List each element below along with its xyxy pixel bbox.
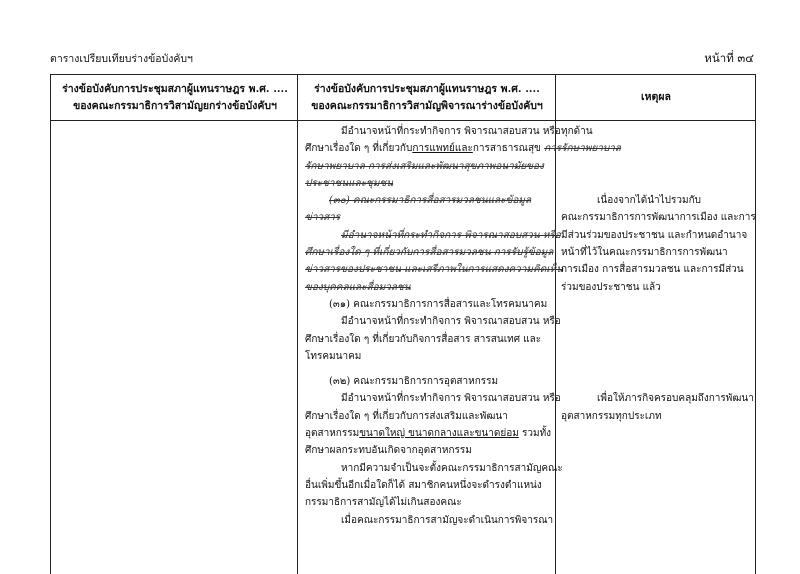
text-span: ศึกษาเรื่องใด ๆ ที่เกี่ยวกับ	[305, 143, 413, 155]
text-line: ทุกด้าน	[561, 126, 593, 137]
header-divider	[51, 120, 755, 121]
struck-text: การรักษาพยาบาล	[544, 143, 621, 155]
struck-text: ข่าวสารของประชาชน และเสรีภาพในการแสดงความคิดเห็น	[305, 264, 564, 276]
struck-text: ของบุคคลและสื่อมวลชน	[305, 281, 411, 293]
text-line	[305, 425, 551, 442]
column-header-line: ของคณะกรรมาธิการวิสามัญยกร่างข้อบังคับฯ	[73, 100, 277, 112]
text-line: โทรคมนาคม	[305, 350, 362, 362]
column-header-reason: เหตุผล	[641, 91, 671, 103]
text-line: หน้าที่ไว้ในคณะกรรมาธิการการพัฒนา	[561, 247, 728, 259]
text-span: อุตสาหกรรม	[305, 428, 360, 440]
text-line: อื่นเพิ่มขึ้นอีกเมื่อใดก็ได้ สมาชิกคนหนึ่งจะดำรงตำแหน่ง	[305, 479, 542, 491]
struck-text: ข่าวสาร	[305, 212, 341, 224]
text-line: ศึกษาเรื่องใด ๆ ที่เกี่ยวกับกิจการสื่อสาร สารสนเทศ และ	[305, 333, 542, 345]
text-line: การเมือง การสื่อสารมวลชน และการมีส่วน	[561, 264, 744, 276]
document-title: ตารางเปรียบเทียบร่างข้อบังคับฯ	[50, 53, 193, 65]
struck-text: รักษาพยาบาล การส่งเสริมและพัฒนาสุขภาพอนามัยของ	[305, 160, 544, 172]
underlined-text: ขนาดใหญ่ ขนาดกลางและขนาดย่อม	[359, 428, 519, 440]
text-line: หากมีความจำเป็นจะตั้งคณะกรรมาธิการสามัญคณะ	[341, 462, 563, 474]
text-line: (๓๒) คณะกรรมาธิการการอุตสาหกรรม	[329, 376, 499, 388]
text-line: เนื่องจากได้นำไปรวมกับ	[597, 195, 702, 207]
text-span: การสาธารณสุข	[472, 143, 545, 155]
text-line: ร่วมของประชาชน แล้ว	[561, 281, 661, 293]
column-divider	[297, 75, 298, 574]
struck-text: ศึกษาเรื่องใด ๆ ที่เกี่ยวกับการสื่อสารมวลชน การรับรู้ข้อมูล	[305, 247, 554, 259]
column-header-line: ร่างข้อบังคับการประชุมสภาผู้แทนราษฎร พ.ศ. ....	[62, 83, 288, 95]
text-line: อุตสาหกรรมทุกประเภท	[561, 410, 662, 422]
column-header-draft-committee	[55, 81, 295, 115]
text-line: มีส่วนร่วมของประชาชน และกำหนดอำนาจ	[561, 229, 748, 241]
text-line	[305, 140, 621, 157]
text-line: (๓๑) คณะกรรมาธิการการสื่อสารและโทรคมนาคม	[329, 298, 548, 310]
text-line: กรรมาธิการสามัญได้ไม่เกินสองคณะ	[305, 497, 462, 509]
underlined-text: การแพทย์และ	[412, 143, 473, 155]
text-line: มีอำนาจหน้าที่กระทำกิจการ พิจารณาสอบสวน หรือ	[341, 126, 561, 137]
struck-text: (๓๐) คณะกรรมาธิการสื่อสารมวลชนและข้อมูล	[329, 195, 532, 207]
text-line: เมื่อคณะกรรมาธิการสามัญจะดำเนินการพิจารณา	[341, 514, 554, 526]
text-line: มีอำนาจหน้าที่กระทำกิจการ พิจารณาสอบสวน หรือ	[341, 393, 561, 405]
text-line: ศึกษาผลกระทบอันเกิดจากอุตสาหกรรม	[305, 445, 472, 457]
column-header-line: ร่างข้อบังคับการประชุมสภาผู้แทนราษฎร พ.ศ. ....	[314, 83, 540, 95]
column-header-line: ของคณะกรรมาธิการวิสามัญพิจารณาร่างข้อบังคับฯ	[311, 100, 543, 112]
comparison-table	[50, 74, 756, 574]
text-line: ศึกษาเรื่องใด ๆ ที่เกี่ยวกับการส่งเสริมและพัฒนา	[305, 410, 508, 422]
page-number: หน้าที่ ๓๔	[704, 51, 754, 65]
text-line: มีอำนาจหน้าที่กระทำกิจการ พิจารณาสอบสวน หรือ	[341, 316, 561, 328]
text-line: คณะกรรมาธิการการพัฒนาการเมือง และการ	[561, 212, 756, 224]
text-line: เพื่อให้ภารกิจครอบคลุมถึงการพัฒนา	[597, 393, 754, 405]
column-header-review-committee	[301, 81, 553, 115]
struck-text: ประชาชนและชุมชน	[305, 177, 394, 189]
reason-text	[561, 123, 756, 425]
struck-text: มีอำนาจหน้าที่กระทำกิจการ พิจารณาสอบสวน หรือ	[341, 229, 561, 241]
text-span: รวมทั้ง	[518, 428, 552, 440]
